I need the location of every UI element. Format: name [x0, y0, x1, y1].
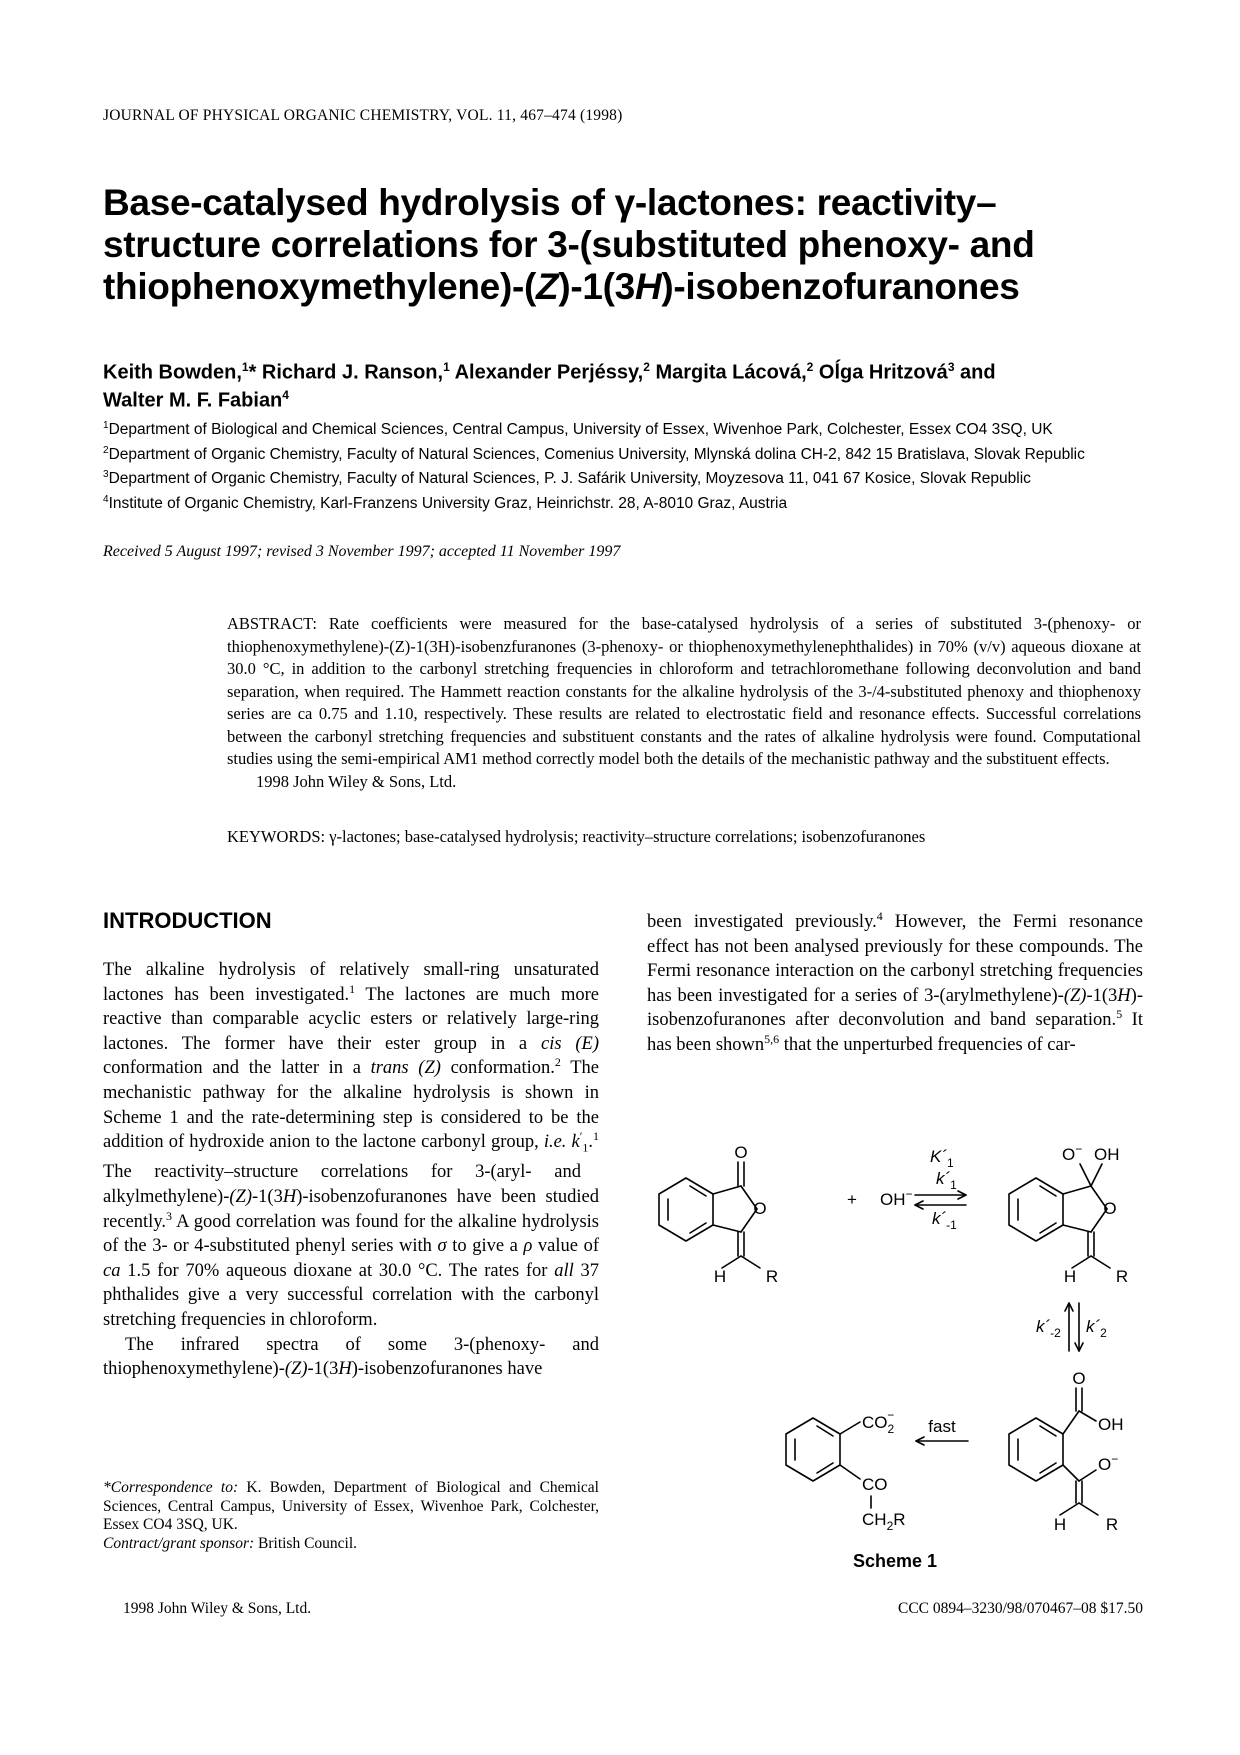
received-dates: Received 5 August 1997; revised 3 November 1997; accepted 11 November 1997 [103, 543, 621, 560]
atom-label: OH [1098, 1415, 1124, 1434]
reference-marker: 5,6 [764, 1031, 780, 1046]
benzene-ring [1009, 1418, 1063, 1481]
atom-label: O− [1062, 1142, 1083, 1164]
atom-label: H [1053, 1515, 1067, 1534]
affiliation: $^2$Department of Organic Chemistry, Faculty of Natural Sciences, Comenius University, Mlynská dolina CH-2, 842 15 Bratislava, Slovak Republic [103, 444, 1085, 463]
author-name: Alexander Perjéssy, [449, 361, 644, 384]
rate-constant-label: $K´_1$ [930, 1147, 954, 1170]
reference-marker: 3 [166, 1208, 172, 1223]
tetrahedral-intermediate-structure [1009, 1164, 1110, 1268]
paragraph: been investigated previously.$^4$ However, the Fermi resonance effect has not been analysed previously for these compounds. The Fermi resonance interaction on the carbonyl stretching frequencies has been investigated for a series of 3-(arylmethylene)-(Z)-1(3H)-isobenzofuranones after deconvolution and band separation.$^5$ It has been shown$^{5,6}$ that the unperturbed frequencies of car- [647, 908, 1143, 1055]
carboxylate-label: $CO_2-$ [862, 1408, 895, 1436]
atom-label: H [713, 1267, 727, 1286]
equilibrium-arrows [915, 1191, 966, 1209]
fast-step-arrow [916, 1437, 968, 1445]
ring-opened-intermediate-structure [1009, 1388, 1098, 1515]
reference-marker: 5 [1116, 1007, 1123, 1022]
author-name: Oĺga Hritzová [813, 361, 948, 384]
correspondence-footnote: *Correspondence to: K. Bowden, Department of Biological and Chemical Sciences, Central Campus, University of Essex, Wivenhoe Park, Colchester, Essex CO4 3SQ, UK. Contract/grant sponsor: British Council. [103, 1479, 599, 1552]
author-name: Richard J. Ranson, [256, 361, 444, 384]
title-line-1: Base-catalysed hydrolysis of γ-lactones: reactivity– [103, 182, 997, 223]
scheme-caption: Scheme 1 [852, 1551, 938, 1571]
abstract [227, 613, 1141, 793]
title-line-3: thiophenoxymethylene)-(Z)-1(3H)-isobenzofuranones [103, 266, 1020, 307]
benzene-ring [1009, 1178, 1063, 1241]
atom-label: OH [1094, 1145, 1120, 1164]
atom-label: R [765, 1267, 779, 1286]
journal-header: JOURNAL OF PHYSICAL ORGANIC CHEMISTRY, VOL. 11, 467–474 (1998) [103, 107, 623, 124]
hydroxide-label: OH− [880, 1187, 913, 1209]
paragraph: The infrared spectra of some 3-(phenoxy- and thiophenoxymethylene)-(Z)-1(3H)-isobenzofuranones have [103, 1334, 599, 1380]
alkyl-label: $CH_2R$ [862, 1510, 906, 1533]
benzene-ring [659, 1178, 713, 1241]
atom-label: O [734, 1143, 748, 1162]
atom-label: O− [1098, 1452, 1119, 1474]
article-title [103, 182, 1103, 308]
reference-marker: 2 [554, 1055, 561, 1070]
atom-label: R [1105, 1515, 1119, 1534]
author-name: Keith Bowden, [103, 361, 242, 384]
plus-sign: + [847, 1190, 857, 1209]
affiliation: $^4$Institute of Organic Chemistry, Karl-Franzens University Graz, Heinrichstr. 28, A-8010 Graz, Austria [103, 493, 788, 513]
intro-column-right [647, 910, 1143, 1058]
paragraph: The alkaline hydrolysis of relatively small-ring unsaturated lactones has been investigated.$^1$ The lactones are much more reactive than comparable acyclic esters or relatively large-ring lactones. The former have their ester group in a cis (E) conformation and the latter in a trans (Z) conformation.$^2$ The mechanistic pathway for the alkaline hydrolysis is shown in Scheme 1 and the rate-determining step is considered to be the addition of hydroxide anion to the lactone carbonyl group, i.e. $k'_1.^1$ The reactivity–structure correlations for 3-(aryl- and alkylmethylene)-(Z)-1(3H)-isobenzofuranones have been studied recently.$^3$ A good correlation was found for the alkaline hydrolysis of the 3- or 4-substituted phenyl series with σ to give a ρ value of ca 1.5 for 70% aqueous dioxane at 30.0 °C. The rates for all 37 phthalides give a very successful correlation with the carbonyl stretching frequencies in chloroform. [103, 960, 599, 1330]
abstract-copyright: 1998 John Wiley & Sons, Ltd. [256, 771, 457, 791]
title-line-2: structure correlations for 3-(substituted phenoxy- and [103, 224, 1035, 265]
atom-label: O [1103, 1199, 1117, 1218]
atom-label: H [1063, 1267, 1077, 1286]
intro-column-left [103, 958, 599, 1382]
atom-label: O [1072, 1369, 1086, 1388]
author-name: Walter M. F. Fabian [103, 389, 283, 412]
section-heading-introduction: INTRODUCTION [103, 908, 272, 933]
carbonyl-label: CO [862, 1475, 888, 1494]
rate-constant-label: $k´_1$ [936, 1169, 957, 1192]
rate-constant-label: $k´_2$ [1086, 1317, 1107, 1340]
atom-label: O [753, 1199, 767, 1218]
affiliation: $^1$Department of Biological and Chemical Sciences, Central Campus, University of Essex, Wivenhoe Park, Colchester, Essex CO4 3SQ, UK [103, 420, 1053, 439]
reference-marker: 1 [592, 1129, 599, 1143]
footer-copyright: 1998 John Wiley & Sons, Ltd. [123, 1600, 312, 1617]
keywords: KEYWORDS: γ-lactones; base-catalysed hydrolysis; reactivity–structure correlations; isobenzofuranones [227, 827, 926, 846]
reference-marker: 4 [876, 908, 883, 923]
affiliations [103, 416, 1133, 515]
vertical-equilibrium-arrows [1065, 1303, 1083, 1351]
rate-constant-label: $k´_{-1}$ [932, 1209, 957, 1232]
abstract-text: ABSTRACT: Rate coefficients were measured for the base-catalysed hydrolysis of a series of substituted 3-(phenoxy- or thiophenoxymethylene)-(Z)-1(3H)-isobenzfuranones (3-phenoxy- or thiophenoxymethylenephthalides) in 70% (v/v) aqueous dioxane at 30.0 °C, in addition to the carbonyl stretching frequencies in chloroform and tetrachloromethane following deconvolution and band separation, when required. The Hammett reaction constants for the alkaline hydrolysis of the 3-/4-substituted phenoxy and thiophenoxy series are ca 0.75 and 1.10, respectively. These results are related to electrostatic field and resonance effects. Successful correlations between the carbonyl stretching frequencies and substituent constants and the rates of alkaline hydrolysis were found. Computational studies using the semi-empirical AM1 method correctly model both the details of the mechanistic pathway and the substituent effects. [227, 614, 1141, 768]
author-list: Keith Bowden,$^1$* Richard J. Ranson,$^1$ Alexander Perjéssy,$^2$ Margita Lácová,$^2$ Oĺga Hritzová$^3$ and Walter M. F. Fabian$^4$ [103, 360, 996, 412]
keto-acid-product-structure [786, 1418, 871, 1508]
atom-label: R [1115, 1267, 1129, 1286]
benzene-ring [786, 1418, 840, 1481]
fast-label: fast [928, 1417, 956, 1436]
footer-ccc-code: CCC 0894–3230/98/070467–08 $17.50 [897, 1600, 1143, 1617]
reference-marker: 1 [349, 981, 356, 996]
author-name: Margita Lácová, [649, 361, 807, 384]
affiliation: $^3$Department of Organic Chemistry, Faculty of Natural Sciences, P. J. Safárik University, Moyzesova 11, 041 67 Kosice, Slovak Republic [103, 469, 1031, 488]
phthalide-structure [659, 1162, 760, 1268]
rate-constant-label: $k´_{-2}$ [1036, 1317, 1061, 1340]
scheme-1-diagram [640, 1130, 1170, 1571]
